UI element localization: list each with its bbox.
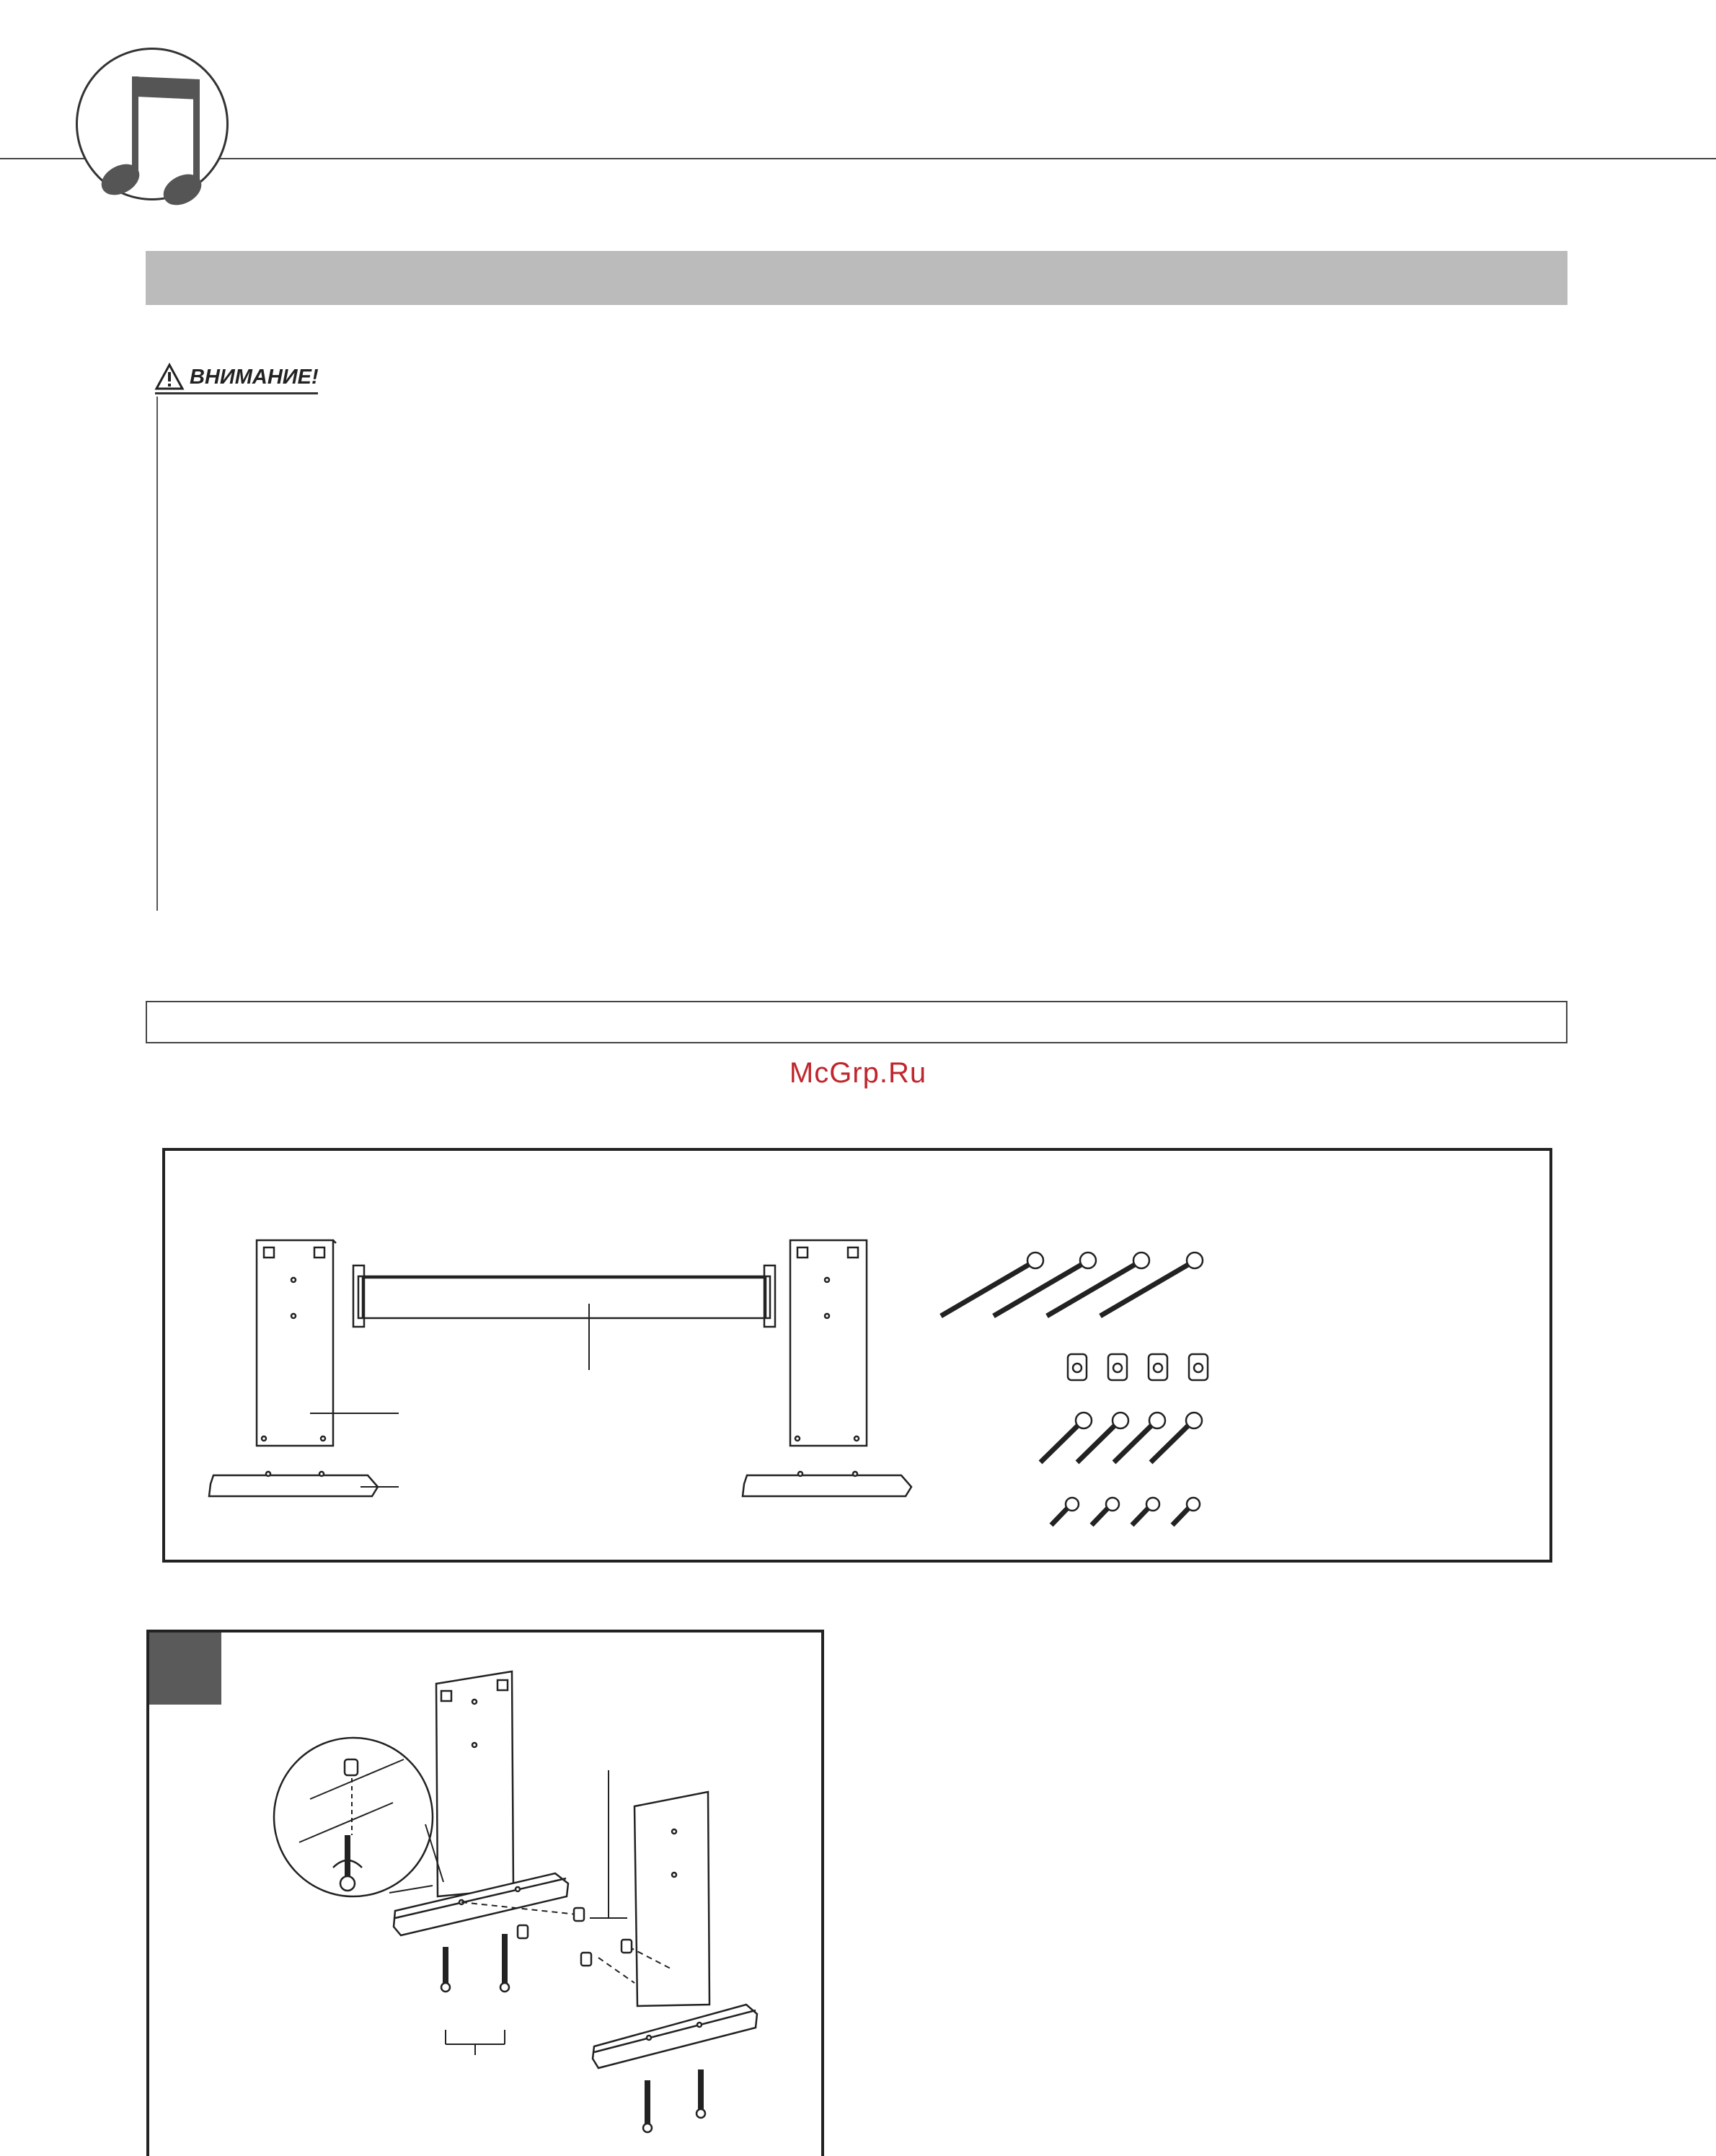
watermark: McGrp.Ru xyxy=(789,1057,927,1089)
foot-right xyxy=(593,2005,757,2068)
upright-right xyxy=(634,1792,709,2006)
caution-label: ВНИМАНИЕ! xyxy=(190,365,319,389)
upright-left xyxy=(436,1671,513,1896)
